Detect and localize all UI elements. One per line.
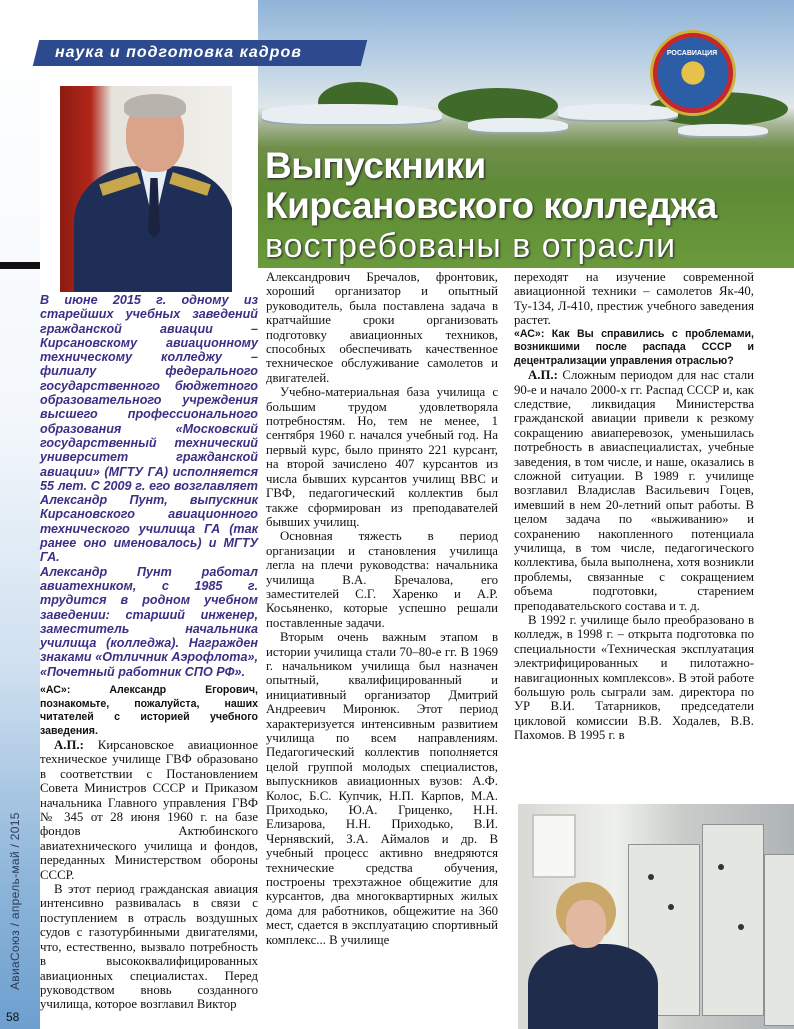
body-paragraph: переходят на изучение современной авиационной техники – самолетов Як-40, Ту-134, Л-410, престиж учебного заведения растет. <box>514 270 754 328</box>
aircraft <box>678 124 768 136</box>
lab-photo <box>518 804 794 1029</box>
dial <box>738 924 744 930</box>
body-paragraph: Учебно-материальная база училища с большим трудом удовлетворяла потребностям. Но, тем не менее, 1 сентября 1960 г. начался учебный год. На первый курс, было принято 221 курсант, на второй зачислено 407 курсантов из числа бывших курсантов училищ ВВС и ГВФ, педагогический коллектив был также сформирован из преподавателей бывших училищ. <box>266 385 498 529</box>
article-column-1 <box>40 684 258 1014</box>
question-tag: «АС»: <box>40 684 71 696</box>
portrait-photo <box>60 86 232 292</box>
headline-line1: Выпускники <box>265 145 486 186</box>
body-paragraph: В этот период гражданская авиация интенсивно развивалась в связи с поступлением в отрасль воздушных судов с газотурбинными двигателями, что, естественно, вызвало потребность в высококвалифицированных авиационных специалистах. Перед руководством вновь созданного училища, которое возглавил Виктор <box>40 882 258 1012</box>
headline-line2: Кирсановского колледжа <box>265 185 717 226</box>
page-number: 58 <box>6 1010 20 1024</box>
interview-question <box>40 684 258 738</box>
question-tag: «АС»: <box>514 327 545 340</box>
aircraft <box>262 104 442 124</box>
body-paragraph: В 1992 г. училище было преобразовано в колледж, в 1998 г. – открыта подготовка по специальности «Техническая эксплуатация электрифицированных и пилотажно-навигационных комплексов». В этой работе большую роль сыграли зам. директора по УР В.И. Татарников, председатели цикловой комиссии В.В. Ходалев, В.В. Пахомов. В 1995 г. в <box>514 613 754 743</box>
side-caption: АвиаСоюз / апрель-май / 2015 <box>8 812 22 990</box>
lead-paragraph: В июне 2015 г. одному из старейших учебных заведений гражданской авиации – Кирсановскому авиационному техническому колледжу – филиалу федерального государственного бюджетного образовательного учреждения высшего профессионального образования «Московский государственный технический университет гражданской авиации» (МГТУ ГА) исполняется 55 лет. С 2009 г. его возглавляет Александр Пунт, выпускник Кирсановского авиационного технического училища ГА (так ранее оно именовалось) и МГТУ ГА. <box>40 293 258 565</box>
body-paragraph: Александрович Бречалов, фронтовик, хороший организатор и опытный руководитель, была поставлена задача в кратчайшие сроки организовать подготовку авиационных техников, способных обеспечивать качественное техническое обслуживание самолетов и двигателей. <box>266 270 498 385</box>
question-text: Как Вы справились с проблемами, возникшими после распада СССР и децентрализации управления отраслью? <box>514 327 754 367</box>
answer-tag: А.П.: <box>54 738 84 752</box>
article-column-2 <box>266 270 498 1014</box>
body-paragraph: Вторым очень важным этапом в истории училища стали 70–80-е гг. В 1969 г. начальником училища был назначен опытный, квалифицированный и инициативный организатор Дмитрий Андреевич Миронюк. Этот период характеризуется интенсивным развитием училища по всем направлениям. Педагогический коллектив пополняется целой группой молодых специалистов, выпускников авиационных вузов: А.Ф. Колос, Б.С. Купчик, Н.П. Карпов, М.А. Приходько, Ю.А. Гриценко, Н.Н. Елизарова, Н.Н. Приходько, В.И. Чернявский, З.А. Аймалов и др. В учебный процесс активно внедряются технические средства обучения, построены трехэтажное общежитие для курсантов, два многоквартирных жилых дома для работников, общежитие на 360 мест, сдается в эксплуатацию спортивный комплекс... В училище <box>266 630 498 947</box>
answer-text: Сложным периодом для нас стали 90-е и начало 2000-х гг. Распад СССР и, как следствие, ликвидация Министерства гражданской авиации привели к резкому сокращению авиаперевозок, уменьшилась потребность в авиаспециалистах, учебные заведения, в том числе, и наше, оказались в сложной ситуации. В 1989 г. училище возглавил Владислав Васильевич Гоцев, имевший в нем 20-летний опыт работы. В целом задача по «выживанию» и сохранению накопленного потенциала училища, в том числе, педагогического коллектива, была выполнена, хотя возникли проблемы, связанные с сокращением объема подготовки, старением преподавательского состава и т. д. <box>514 368 754 613</box>
lead-paragraph: Александр Пунт работал авиатехником, с 1985 г. трудится в родном учебном заведении: старший инженер, заместитель начальника училища (колледжа). Награжден знаками «Отличник Аэрофлота», «Почетный работник СПО РФ». <box>40 564 258 679</box>
answer-paragraph <box>514 368 754 613</box>
rosaviatsia-emblem <box>650 30 736 116</box>
body-paragraph: Основная тяжесть в период организации и становления училища легла на плечи руководства: начальника училища В.А. Бречалова, его заместителей С.Г. Харенко и А.Р. Косьяненко, которые успешно решали поставленные задачи. <box>266 529 498 630</box>
margin-divider <box>0 262 40 269</box>
article-column-3 <box>514 270 754 800</box>
dial <box>648 874 654 880</box>
answer-text: Кирсановское авиационное техническое училище ГВФ образовано в соответствии с Постановлением Совета Министров СССР и Приказом начальника Главного управления ГВФ № 345 от 28 июня 1960 г. на базе фондов Актюбинского авиатехнического училища и фондов, переданных Министерством обороны СССР. <box>40 738 258 882</box>
answer-tag: А.П.: <box>528 368 558 383</box>
student-face <box>566 900 606 948</box>
equipment-rack <box>702 824 764 1016</box>
student-uniform <box>528 944 658 1029</box>
hair <box>124 94 186 118</box>
window <box>532 814 576 878</box>
aircraft <box>558 104 678 120</box>
dial <box>718 864 724 870</box>
answer-paragraph <box>40 738 258 882</box>
emblem-label: РОСАВИАЦИЯ <box>666 50 718 57</box>
dial <box>668 904 674 910</box>
section-banner-label: наука и подготовка кадров <box>55 44 302 61</box>
equipment-rack <box>764 854 794 1026</box>
question-text: Александр Егорович, познакомьте, пожалуйста, наших читателей с историей учебного заведения. <box>40 684 258 737</box>
lead-intro <box>40 293 258 677</box>
headline-line3: востребованы в отрасли <box>265 227 677 265</box>
aircraft <box>468 118 568 132</box>
interview-question <box>514 328 754 369</box>
